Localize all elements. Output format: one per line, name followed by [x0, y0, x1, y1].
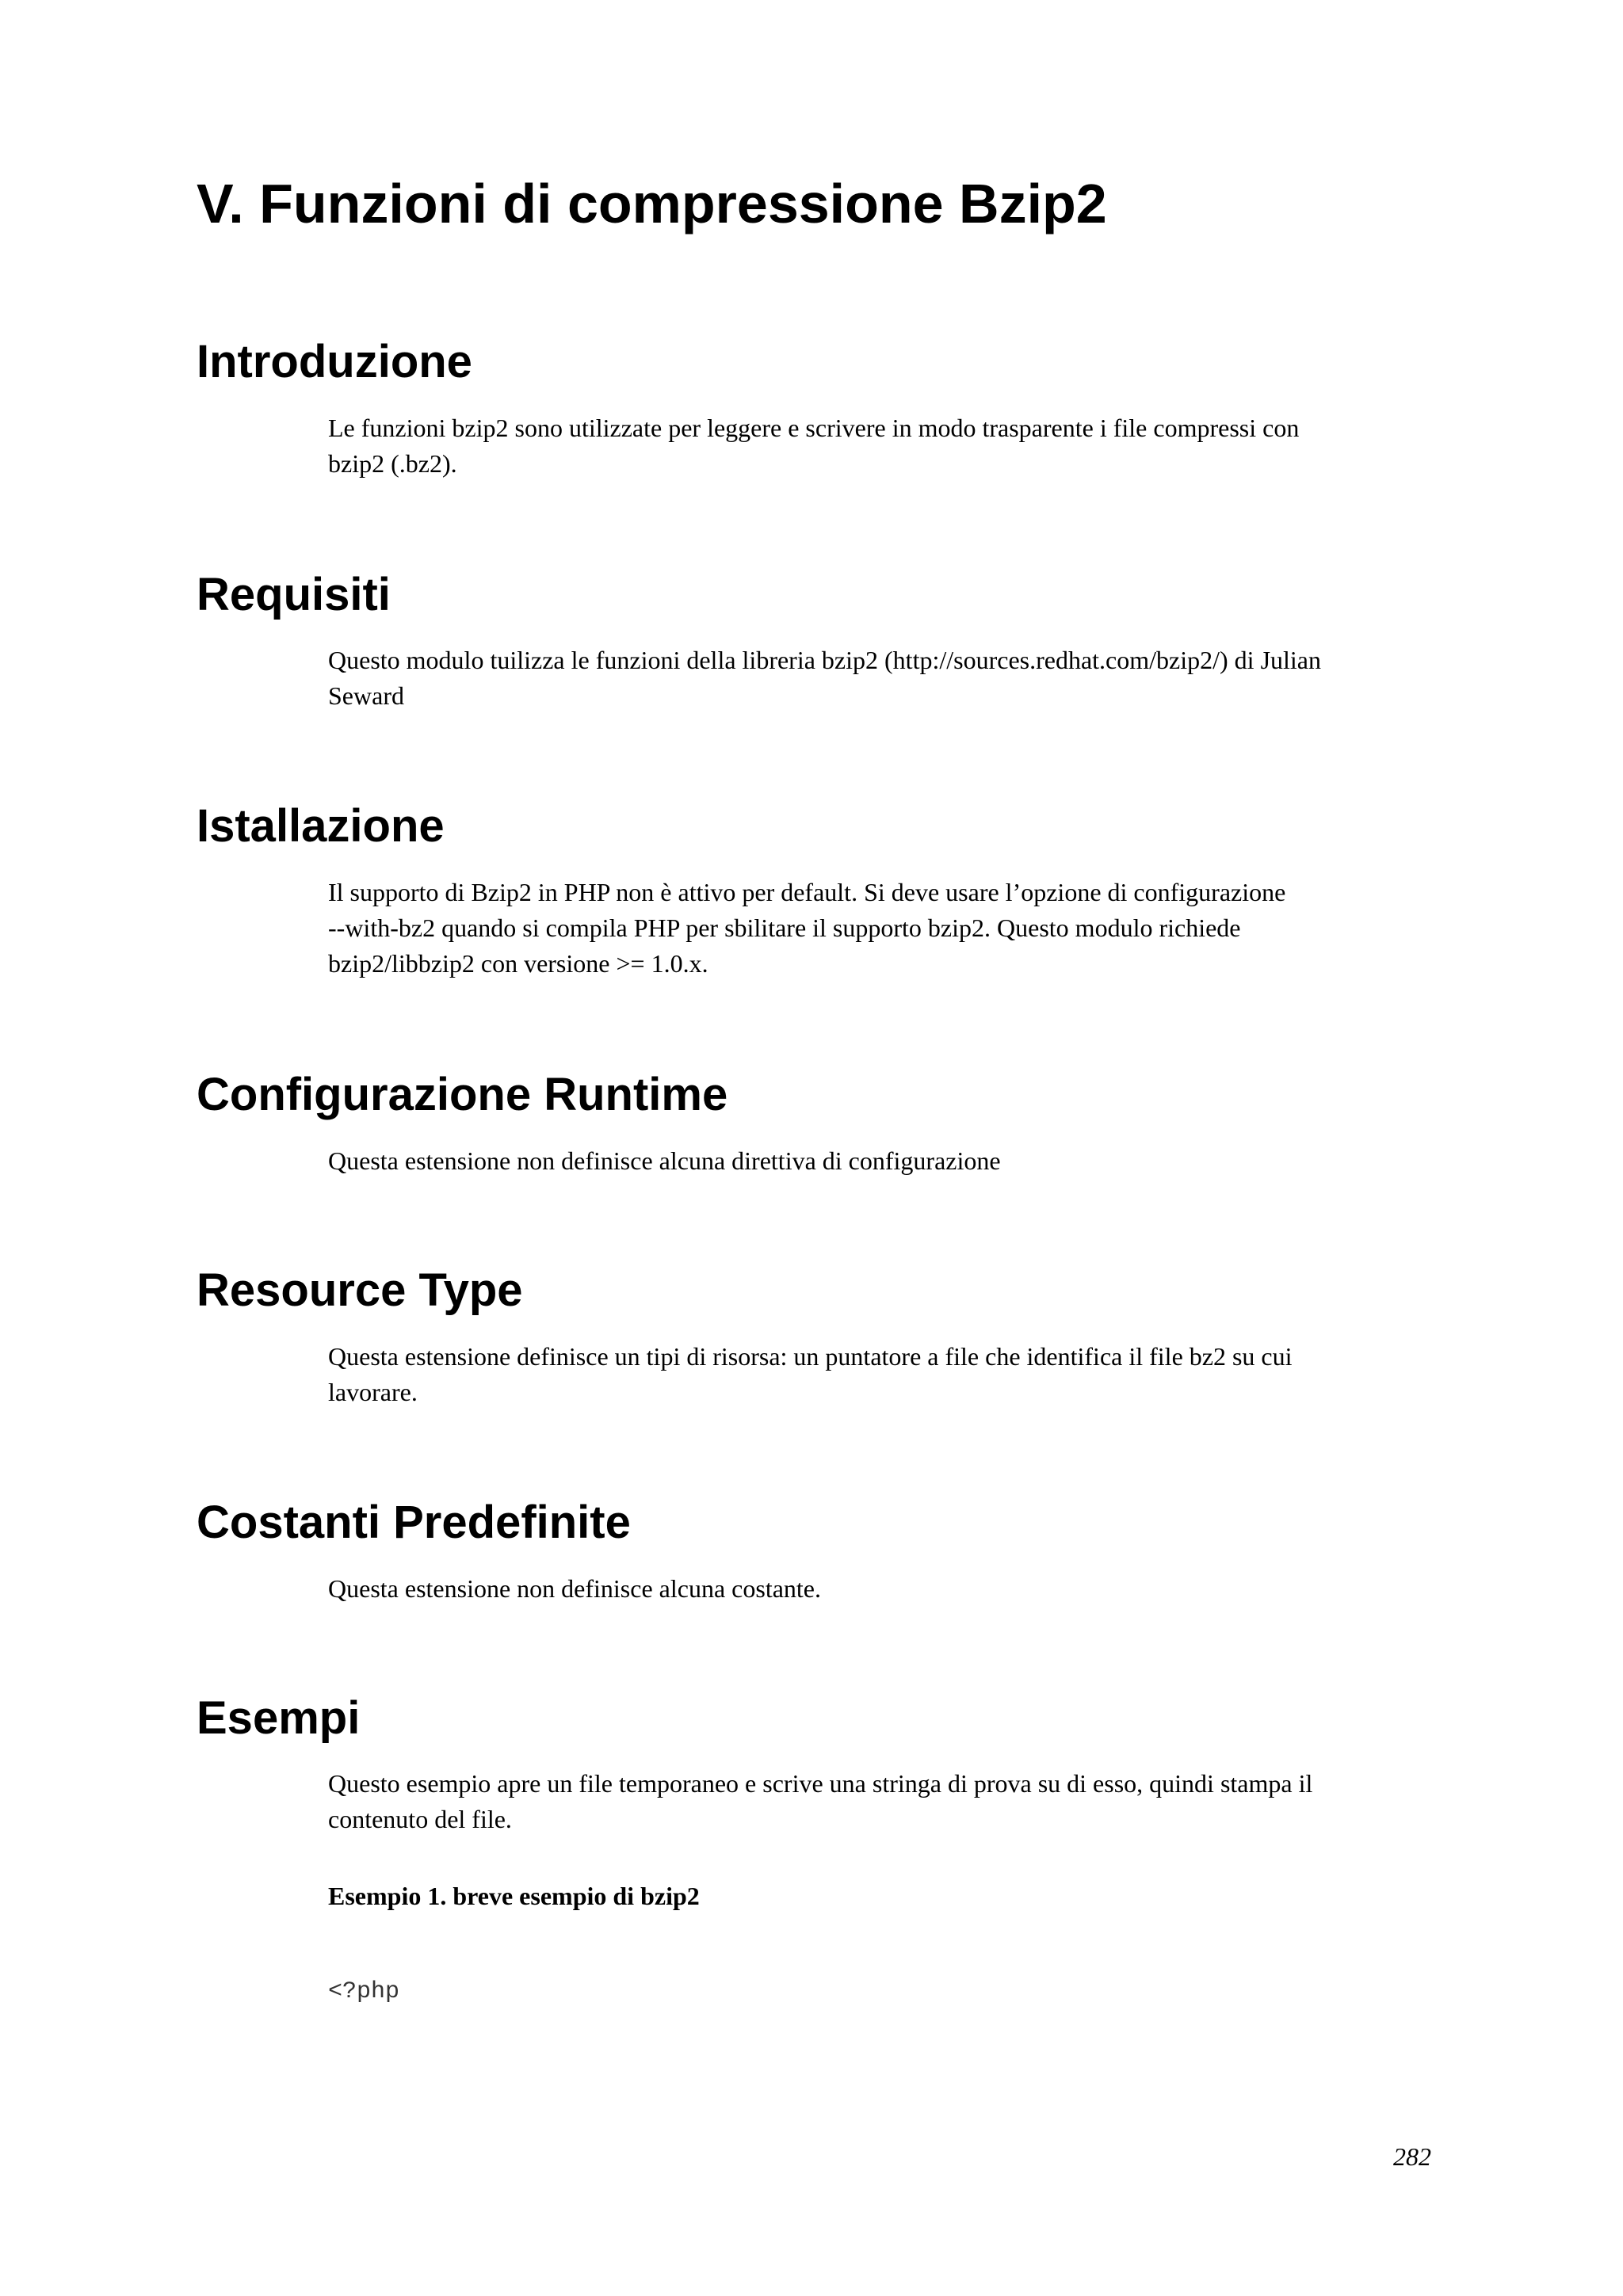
page-number: 282	[1393, 2142, 1431, 2171]
text-line: --with-bz2 quando si compila PHP per sbilitare il supporto bzip2. Questo modulo richiede	[328, 913, 1241, 942]
chapter-title: V. Funzioni di compressione Bzip2	[197, 173, 1107, 235]
text-line: bzip2 (.bz2).	[328, 449, 457, 478]
text-line: Questa estensione non definisce alcuna costante.	[328, 1574, 821, 1603]
text-line: Questa estensione definisce un tipi di risorsa: un puntatore a file che identifica il file bz2 su cui	[328, 1342, 1293, 1371]
text-line: Questa estensione non definisce alcuna direttiva di configurazione	[328, 1146, 1001, 1175]
text-line: lavorare.	[328, 1378, 418, 1406]
section-title-introduzione: Introduzione	[197, 336, 472, 387]
code-block: <?php	[328, 1978, 400, 2005]
text-line: Il supporto di Bzip2 in PHP non è attivo per default. Si deve usare l’opzione di configurazione	[328, 878, 1286, 906]
section-body-esempi	[328, 1766, 1438, 1837]
text-line: Questo modulo tuilizza le funzioni della libreria bzip2 (http://sources.redhat.com/bzip2/) di Julian	[328, 646, 1321, 674]
section-body-introduzione	[328, 410, 1438, 482]
section-title-esempi: Esempi	[197, 1692, 361, 1744]
section-title-istallazione: Istallazione	[197, 800, 445, 852]
section-title-resource-type: Resource Type	[197, 1264, 523, 1316]
section-body-istallazione	[328, 875, 1438, 982]
section-body-resource-type	[328, 1339, 1438, 1410]
text-line: Seward	[328, 681, 404, 710]
section-title-costanti-predefinite: Costanti Predefinite	[197, 1497, 631, 1548]
section-body-configurazione-runtime	[328, 1143, 1438, 1179]
text-line: bzip2/libbzip2 con versione >= 1.0.x.	[328, 949, 708, 978]
section-body-requisiti	[328, 643, 1438, 714]
text-line: Questo esempio apre un file temporaneo e scrive una stringa di prova su di esso, quindi stampa il	[328, 1769, 1313, 1798]
example-title: Esempio 1. breve esempio di bzip2	[328, 1882, 700, 1910]
section-body-costanti-predefinite	[328, 1571, 1438, 1607]
section-title-configurazione-runtime: Configurazione Runtime	[197, 1069, 728, 1120]
section-title-requisiti: Requisiti	[197, 569, 391, 620]
text-line: contenuto del file.	[328, 1805, 512, 1833]
text-line: Le funzioni bzip2 sono utilizzate per leggere e scrivere in modo trasparente i file compressi con	[328, 414, 1300, 442]
